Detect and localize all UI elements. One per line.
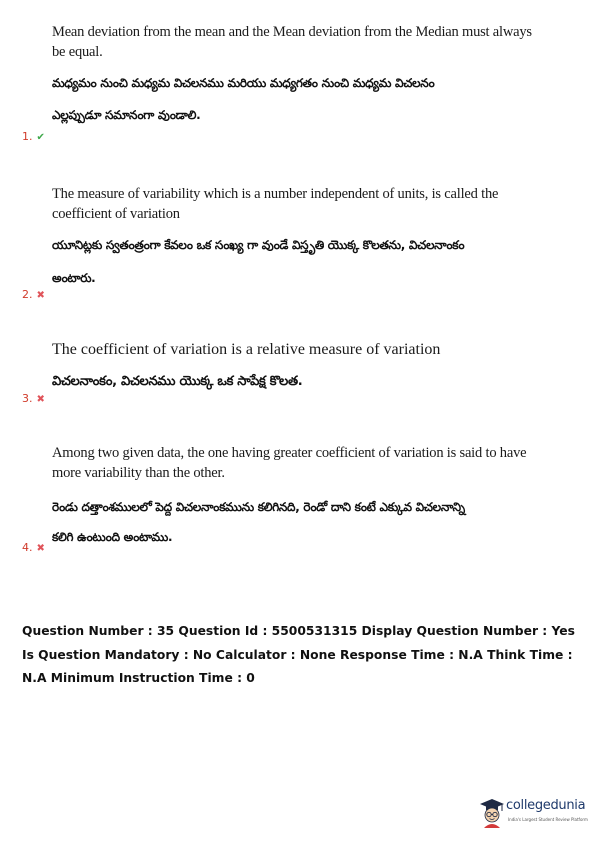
brand-logo — [478, 796, 593, 836]
correct-check-icon: ✔ — [36, 132, 45, 143]
option-2-telugu-line1: యూనిట్లకు స్వతంత్రంగా కేవలం ఒక సంఖ్య గా వుండే విస్తృతి యొక్క కొలతను, విచలనాంకం — [52, 238, 465, 252]
option-2[interactable] — [22, 184, 582, 302]
option-1-telugu-line1: మధ్యమం నుంచి మధ్యమ విచలనము మరియు మధ్యగతం నుంచి మధ్యమ విచలనం — [52, 76, 435, 90]
option-1-number-row — [22, 130, 45, 143]
brand-name: collegedunia — [506, 798, 586, 813]
option-2-telugu-line2: అంటారు. — [52, 271, 96, 285]
option-4-english: Among two given data, the one having greater coefficient of variation is said to have more variability than the other. — [52, 445, 527, 481]
option-4-telugu-line1: రెండు దత్తాంశములలో పెద్ద విచలనాంకమును కలిగినది, రెండో దాని కంటే ఎక్కువ విచలనాన్ని — [52, 500, 465, 514]
option-1[interactable] — [22, 22, 582, 144]
option-3[interactable] — [22, 340, 582, 410]
option-1-telugu-line2: ఎల్లప్పుడూ సమానంగా వుండాలి. — [52, 108, 201, 122]
option-2-number: 2. — [22, 288, 33, 301]
option-4-number: 4. — [22, 541, 33, 554]
option-4-number-row — [22, 541, 45, 554]
option-3-number: 3. — [22, 392, 33, 405]
option-4[interactable] — [22, 443, 582, 558]
option-1-english: Mean deviation from the mean and the Mean deviation from the Median must always be equal. — [52, 24, 532, 60]
question-metadata: Question Number : 35 Question Id : 5500531315 Display Question Number : Yes Is Question Mandatory : No Calculator : None Response Time : N.A Think Time : N.A Minimum Instruction Time : 0 — [22, 624, 575, 685]
wrong-cross-icon: ✖ — [36, 394, 45, 405]
brand-tagline: India's Largest Student Review Platform — [508, 817, 588, 822]
option-3-telugu-line1: విచలనాంకం, విచలనము యొక్క ఒక సాపేక్ష కొలత. — [52, 374, 303, 389]
wrong-cross-icon: ✖ — [36, 290, 45, 301]
option-4-telugu-line2: కలిగి ఉంటుంది అంటాము. — [52, 530, 173, 544]
option-1-number: 1. — [22, 130, 33, 143]
option-2-english: The measure of variability which is a number independent of units, is called the coefficient of variation — [52, 186, 499, 222]
option-2-number-row — [22, 288, 45, 301]
wrong-cross-icon: ✖ — [36, 543, 45, 554]
graduate-mascot-icon — [478, 796, 506, 828]
option-3-english: The coefficient of variation is a relative measure of variation — [52, 341, 441, 358]
option-3-number-row — [22, 392, 45, 405]
